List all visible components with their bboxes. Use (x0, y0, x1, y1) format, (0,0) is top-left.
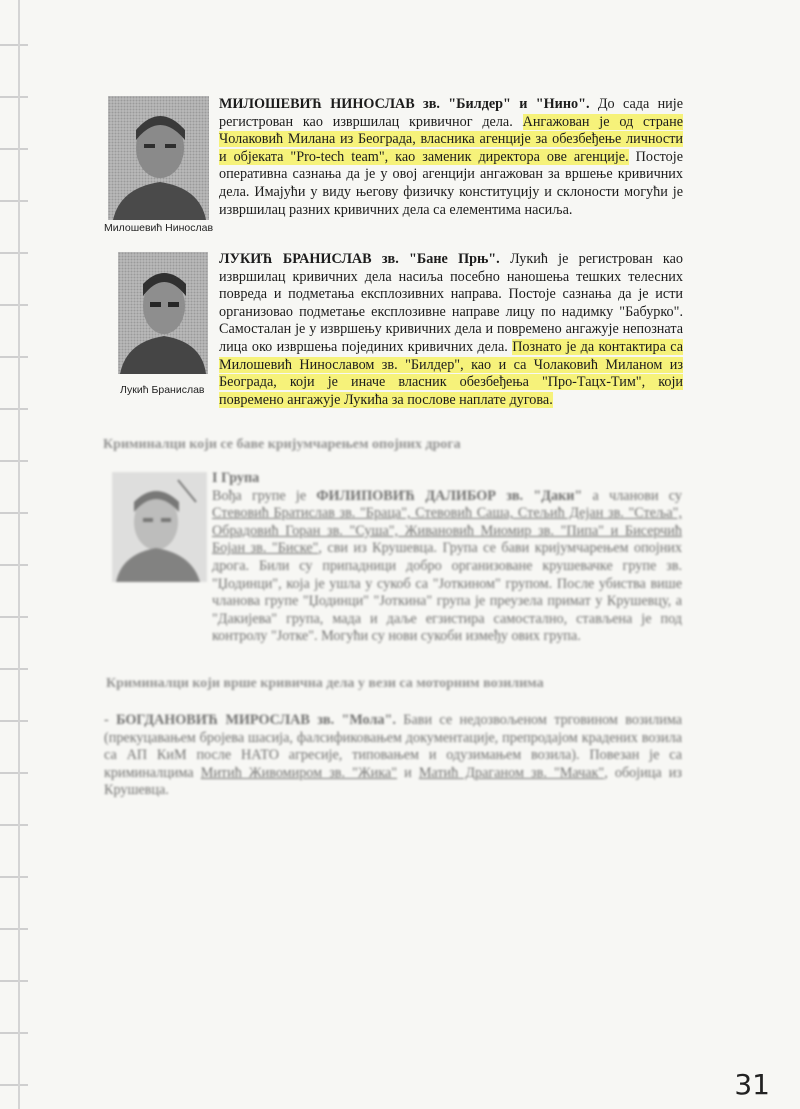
section1-text-rest: , сви из Крушевца. Група се бави кријумчарењем опојних дрога. Били су припадници добро организоване крушевачке групе зв. "Џодинци", која је ушла у сукоб са "Јоткином" групом. После убиства више чланова групе "Џодинци" "Јоткина" група је преузела примат у Крушевцу, а "Дакијева" група, мада и даље егзистира самостално, стављена је под контролу "Јотке". Могући су нови сукоби између ових група. (212, 540, 682, 645)
person-name: БОГДАНОВИЋ МИРОСЛАВ зв. "Мола". (116, 712, 396, 728)
members-list: Стевовић Братислав зв. "Браца", Стевовић Саша, Стељић Дејан зв. "Стеља", Обрадовић Горан зв. "Суша", Живановић Миомир зв. "Пипа" и Бисерчић Бојан зв. "Биске" (212, 505, 682, 557)
entry-text-lukic (219, 251, 683, 409)
section2-text-p1: Бави се недозвољеном трговином возилима (прекуцавањем бројева шасија, фалсификовањем документације, препродајом крадених возила са АП КиМ после НАТО агресије, типовањем и одузимањем возила). Повезан је са криминалцима (104, 712, 683, 781)
photo-milosevic (108, 96, 209, 220)
portrait-icon (118, 252, 208, 374)
entry-text: До сада није регистрован као извршилац кривичног дела. (219, 96, 684, 130)
photo-filipovic (112, 472, 207, 582)
section-heading-drugs: Криминалци који се баве кријумчарењем опојних дрога (103, 437, 461, 452)
associate-link: Митић Живомиром зв. "Жика" (200, 764, 398, 781)
portrait-icon (108, 96, 209, 220)
photo-lukic (118, 252, 208, 374)
dash: - (104, 712, 117, 728)
portrait-icon (112, 472, 207, 582)
binding-holes (0, 0, 28, 1109)
entry-text: Лукић је регистрован као извршилац кривичних дела насиља посебно наношења тешких телесних повреда и подметања експлозивних направа. Постоје сазнања да је исти организовао подметање експлозивне направе лицу по надимку "Бабурко". Самосталан је у извршењу кривичних дела и повремено ангажује непозната лица око извршења појединих кривичних дела. (219, 251, 684, 355)
person-name: ЛУКИЋ БРАНИСЛАВ зв. "Бане Прњ". (219, 251, 500, 267)
entry-text: Постоје оперативна сазнања да је у овој агенцији ангажован за вршење кривичних дела. Имајући у виду његову физичку конституцију и склоности могући је извршилац разних кривичних дела са елементима насиља. (219, 148, 683, 218)
photo-caption: Милошевић Нинослав (104, 222, 214, 234)
highlighted-text: Познато је да контактира са Милошевић Нинославом зв. "Билдер", као и са Чолаковић Миланом из Београда, који је иначе власник обезбеђења "Про-Тацх-Тим", који повремено ангажује Лукића за послове наплате дугова. (219, 338, 683, 408)
associate-link: Матић Драганом зв. "Мачак" (418, 764, 605, 781)
section2-text (104, 712, 682, 800)
entry-text-milosevic (219, 96, 683, 219)
section1-text (212, 470, 682, 646)
section2-text-p2: и (397, 764, 419, 781)
highlighted-text: Ангажован је од стране Чолаковић Милана из Београда, власника агенције за обезбеђење личности и објеката "Pro-tech team", као заменик директора ове агенције. (219, 113, 683, 165)
photo-caption: Лукић Бранислав (120, 384, 205, 396)
leader-name: ФИЛИПОВИЋ ДАЛИБОР зв. "Даки" (316, 487, 583, 504)
section-heading-vehicles: Криминалци који врше кривична дела у вези са моторним возилима (106, 676, 544, 691)
page-number: 31 (734, 1068, 770, 1101)
section1-text-leader: Вођа групе је (212, 487, 317, 504)
person-name: МИЛОШЕВИЋ НИНОСЛАВ зв. "Билдер" и "Нино". (219, 96, 590, 112)
group-label: I Група (212, 470, 260, 486)
section2-text-p3: , обојица из Крушевца. (104, 764, 682, 799)
section1-text-members-intro: а чланови су (582, 487, 682, 504)
